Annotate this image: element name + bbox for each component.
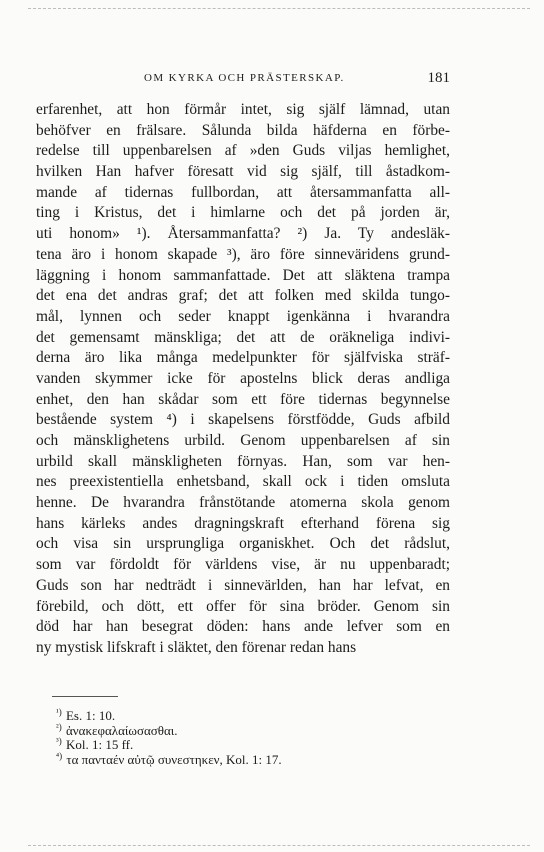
text-line: död har han besegrat döden: hans ande lefver som en (36, 618, 450, 636)
text-line: ting i Kristus, det i himlarne och det på jorden är, (36, 204, 450, 222)
text-line: mål, lynnen och seder knappt igenkänna i hvarandra (36, 307, 450, 325)
footnote-mark: ¹) (56, 707, 62, 717)
text-line: hvilken Han hafver föresatt vid sig själf, till åstadkom- (36, 163, 450, 181)
text-line: redelse till uppenbarelsen af »den Guds viljas hemlighet, (36, 142, 450, 160)
text-line: hans kärleks andes dragningskraft efterhand förena sig (36, 514, 450, 532)
footnote-text: Es. 1: 10. (65, 708, 116, 723)
text-line: tena äro i honom skapade ³), äro före sinneväridens grund- (36, 245, 450, 263)
text-line: vanden skymmer icke för apostelns blick deras andliga (36, 369, 450, 387)
text-line: erfarenhet, att hon förmår intet, sig själf lämnad, utan (36, 101, 450, 118)
text-line: och mänsklighetens urbild. Genom uppenbarelsen af sin (36, 432, 450, 449)
footnote (56, 734, 436, 752)
page-header (36, 70, 450, 90)
scan-edge-top (28, 8, 530, 9)
text-line: det gemensamt mänskliga; det att de oräkneliga indivi- (36, 328, 450, 346)
text-line: Guds son har nedträdt i sinnevärlden, han har lefvat, en (36, 576, 450, 594)
text-line: som var fördoldt för världens vise, är nu uppenbaradt; (36, 556, 450, 574)
text-line: det ena det andras graf; det att folken med skilda tungo- (36, 287, 450, 305)
footnote (56, 705, 436, 723)
footnote-mark: ³) (56, 736, 62, 746)
scan-edge-bottom (28, 845, 530, 846)
text-line: mande af tidernas fullbordan, att återsammanfatta all- (36, 183, 450, 201)
footnote-separator (52, 696, 118, 697)
text-line: förebild, och dött, ett offer för sina bröder. Genom sin (36, 597, 450, 615)
footnote-text: Kol. 1: 15 ff. (65, 737, 134, 752)
footnotes (56, 705, 436, 767)
running-head: OM KYRKA OCH PRÄSTERSKAP. (144, 72, 345, 84)
text-line: ny mystisk lifskraft i släktet, den förenar redan hans (36, 638, 357, 656)
footnote-mark: ⁴) (56, 750, 63, 761)
text-line: läggning i honom sammanfattade. Det att släktena trampa (36, 266, 450, 284)
text-line: nes preexistentiella enhetsband, skall ock i tiden omsluta (36, 473, 450, 491)
body-text (36, 100, 450, 659)
text-line: enhet, den han skådar som ett före tidernas begynnelse (36, 390, 450, 408)
footnote-text: τα πανταέν αὐτῷ συνεστηκεν, Kol. 1: 17. (66, 751, 282, 767)
text-line: uti honom» ¹). Återsammanfatta? ²) Ja. Ty andesläk- (36, 225, 450, 243)
text-line: henne. De hvarandra frånstötande atomerna skola genom (36, 494, 450, 512)
footnote-mark: ²) (56, 721, 62, 732)
footnote (56, 720, 436, 738)
text-line: urbild skall mänskligheten förnyas. Han, som var hen- (36, 452, 450, 470)
text-line: bestående system ⁴) i skapelsens förstfödde, Guds afbild (36, 411, 450, 429)
text-line: derna äro lika många medelpunkter för själfviska sträf- (36, 349, 450, 367)
footnote-text: ἀνακεφαλαίωσασθαι. (65, 722, 178, 738)
page-number: 181 (427, 70, 450, 86)
text-line: och visa sin ursprungliga organiskhet. Och det rådslut, (36, 535, 450, 553)
footnote (56, 749, 436, 767)
text-line: behöfver en frälsare. Sålunda bilda häfderna en förbe- (36, 121, 450, 139)
